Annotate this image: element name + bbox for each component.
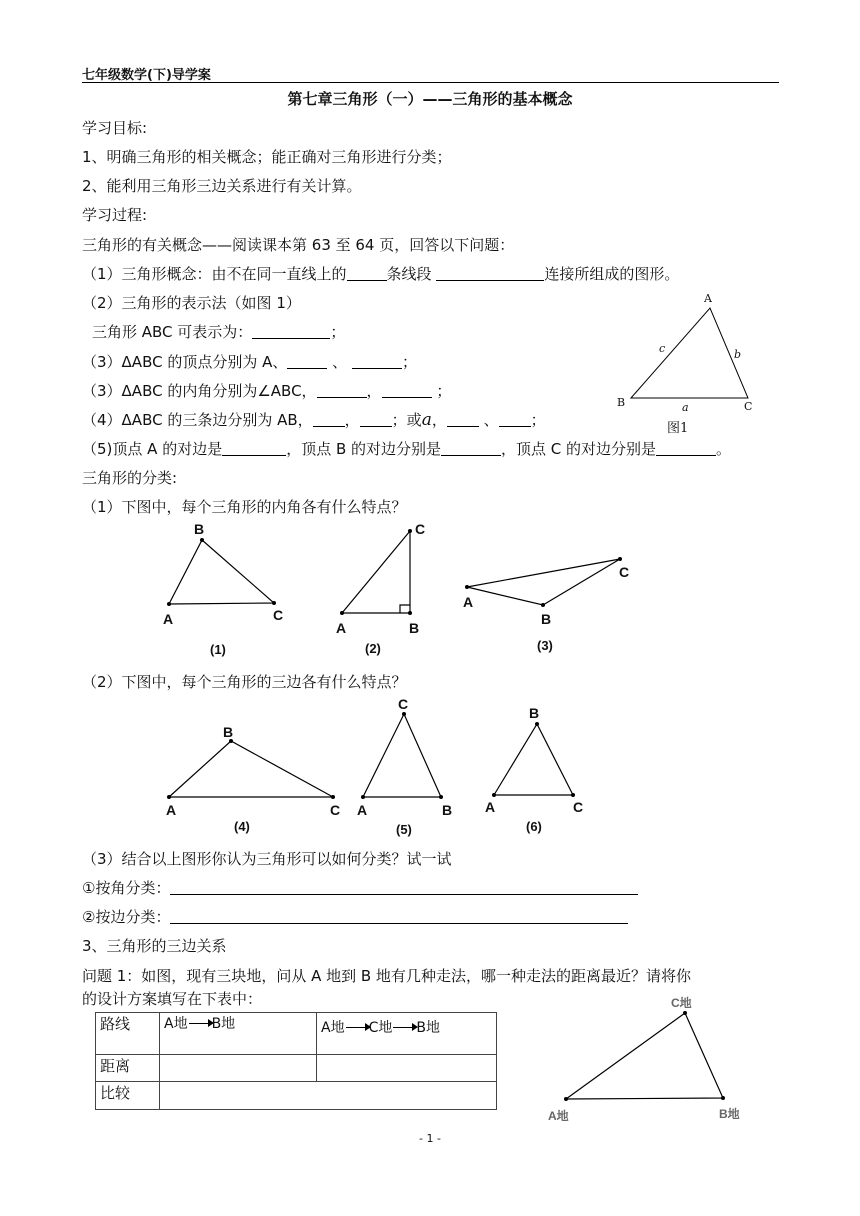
map-label-b: B地: [719, 1107, 740, 1121]
triangle-3: [467, 559, 620, 605]
triangle-6-label-a: A: [485, 799, 496, 815]
goal-item-1: 1、明确三角形的相关概念；能正确对三角形进行分类；: [82, 148, 452, 166]
classify-by-angle: ①按角分类：: [82, 879, 638, 897]
row-label-compare: 比较: [96, 1082, 160, 1110]
figure-1-caption: 图1: [667, 421, 689, 436]
triangle-5-label-a: A: [357, 802, 368, 818]
triangle-2-label-b: B: [409, 620, 420, 636]
route-direct: A地 B地: [160, 1013, 317, 1055]
figure-1-label-b: B: [617, 396, 626, 409]
triangle-1-label-b: B: [194, 521, 205, 537]
triangle-4-label-c: C: [330, 802, 341, 818]
triangle-4-caption: (4): [234, 819, 250, 834]
map-label-c: C地: [671, 996, 692, 1010]
question-vertices: （3）ΔABC 的顶点分别为 A、 、 ；: [82, 353, 417, 371]
triangle-6: [494, 724, 573, 795]
sides-heading: 3、三角形的三边关系: [82, 937, 227, 955]
question-notation-answer: 三角形 ABC 可表示为： ；: [92, 323, 346, 341]
triangle-3-label-c: C: [619, 564, 630, 580]
triangle-4: [169, 741, 333, 797]
classify-by-side: ②按边分类：: [82, 908, 628, 926]
triangle-1-caption: (1): [210, 642, 226, 657]
triangle-1-label-c: C: [273, 607, 284, 623]
question-opposite-sides: （5)顶点 A 的对边是 ，顶点 B 的对边分别是 ，顶点 C 的对边分别是 。: [82, 440, 732, 458]
question-angles: （3）ΔABC 的内角分别为∠ABC， ， ；: [82, 382, 452, 400]
triangle-3-label-b: B: [541, 611, 552, 627]
triangle-2: [342, 531, 410, 613]
classify-question-sides: （2）下图中，每个三角形的三边各有什么特点？: [82, 673, 407, 691]
route-via-c: A地 C地 B地: [317, 1013, 497, 1055]
classify-heading: 三角形的分类:: [82, 469, 178, 487]
sides-problem-line-2: 的设计方案填写在下表中：: [82, 990, 263, 1008]
goals-heading: 学习目标:: [82, 119, 148, 137]
triangle-2-label-a: A: [336, 620, 347, 636]
question-definition: （1）三角形概念：由不在同一直线上的 条线段 连接所组成的图形。: [82, 265, 680, 283]
question-sides: （4）ΔABC 的三条边分别为 AB， ， ；或a， 、 ；: [82, 410, 546, 430]
process-heading: 学习过程:: [82, 206, 148, 224]
process-intro: 三角形的有关概念——阅读课本第 63 至 64 页，回答以下问题：: [82, 236, 515, 254]
classify-question-summary: （3）结合以上图形你认为三角形可以如何分类？试一试: [82, 850, 452, 868]
triangle-3-label-a: A: [463, 594, 474, 610]
figure-1-label-a: A: [704, 292, 712, 305]
row-label-distance: 距离: [96, 1055, 160, 1082]
triangle-3-caption: (3): [537, 638, 553, 653]
page-number: - 1 -: [419, 1132, 441, 1145]
map-label-a: A地: [548, 1109, 569, 1123]
triangle-2-label-c: C: [415, 521, 426, 537]
figure-1-label-c: C: [744, 400, 753, 413]
triangle-6-caption: (6): [526, 819, 542, 834]
triangle-5-caption: (5): [396, 822, 412, 837]
triangle-1-label-a: A: [163, 611, 174, 627]
figure-1-side-b: b: [734, 348, 742, 361]
page-title: 第七章三角形（一）——三角形的基本概念: [287, 90, 573, 108]
figure-1: [631, 308, 748, 398]
sides-problem-line-1: 问题 1：如图，现有三块地，问从 A 地到 B 地有几种走法，哪一种走法的距离最近？请将你: [82, 967, 691, 985]
goal-item-2: 2、能利用三角形三边关系进行有关计算。: [82, 177, 362, 195]
document-header: 七年级数学(下)导学案: [82, 68, 211, 83]
question-notation: （2）三角形的表示法（如图 1）: [82, 294, 301, 312]
map-triangle: [566, 1013, 723, 1099]
triangle-5-label-c: C: [398, 696, 409, 712]
figure-1-side-a: a: [682, 401, 689, 414]
triangle-5: [363, 714, 441, 797]
triangle-4-label-a: A: [166, 802, 177, 818]
figure-1-triangle: [631, 308, 748, 398]
triangle-6-label-c: C: [573, 799, 584, 815]
triangle-5-label-b: B: [442, 802, 453, 818]
row-label-route: 路线: [96, 1013, 160, 1055]
triangle-2-caption: (2): [365, 641, 381, 656]
triangle-6-label-b: B: [529, 705, 540, 721]
triangle-1: [169, 540, 274, 604]
classify-question-angles: （1）下图中，每个三角形的内角各有什么特点？: [82, 498, 407, 516]
triangle-4-label-b: B: [223, 724, 234, 740]
figure-1-side-c: c: [659, 342, 666, 355]
